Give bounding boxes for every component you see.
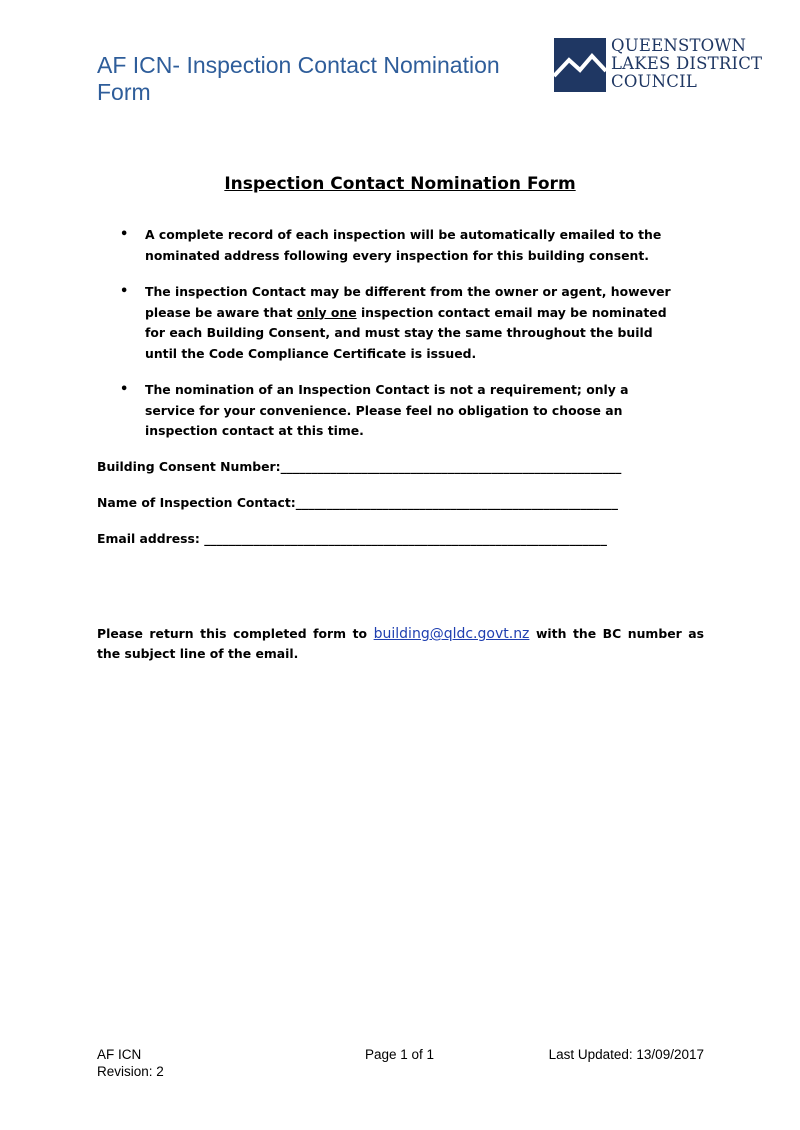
bullet-text: The nomination of an Inspection Contact is not a requirement; only a service for your convenience. Please feel no obligation to choose an inspection contact at this time. xyxy=(145,382,629,438)
return-text-after: with the BC number as the subject line of the email. xyxy=(97,626,705,661)
footer-left xyxy=(97,1046,164,1080)
email-link[interactable]: building@qldc.govt.nz xyxy=(373,626,530,642)
field-blank-line[interactable]: _________________________________________________________________ xyxy=(204,531,607,546)
bullet-item xyxy=(120,225,680,266)
bullet-text-underlined: only one xyxy=(296,304,357,320)
email-address-field[interactable] xyxy=(97,531,657,567)
field-blank-line[interactable]: _______________________________________________________ xyxy=(280,459,622,474)
bullet-item xyxy=(120,282,680,364)
form-header-title: AF ICN- Inspection Contact Nomination Form xyxy=(97,52,500,105)
bullet-text-before: The inspection Contact may be different from the owner or agent, however please be aware that xyxy=(145,284,671,320)
document-title: Inspection Contact Nomination Form xyxy=(224,174,576,194)
inspection-contact-name-field[interactable] xyxy=(97,495,657,531)
logo-line-1: QUEENSTOWN xyxy=(611,36,747,55)
field-label: Email address: xyxy=(97,531,205,546)
page-footer xyxy=(97,1046,704,1086)
bullet-text-after: inspection contact email may be nominated for each Building Consent, and must stay the same throughout the build until the Code Compliance Certificate is issued. xyxy=(145,304,667,361)
field-label: Name of Inspection Contact: xyxy=(97,495,296,510)
form-fields xyxy=(97,459,657,567)
footer-last-updated: Last Updated: 13/09/2017 xyxy=(548,1047,704,1062)
footer-form-code: AF ICN xyxy=(97,1047,142,1062)
mountain-logo-icon xyxy=(554,38,606,92)
logo-line-2: LAKES DISTRICT xyxy=(611,54,763,73)
council-logo-text xyxy=(611,37,762,91)
field-blank-line[interactable]: ____________________________________________________ xyxy=(295,495,618,510)
footer-revision: Revision: 2 xyxy=(97,1064,164,1079)
bullet-item xyxy=(120,380,680,442)
footer-page-number: Page 1 of 1 xyxy=(365,1047,435,1062)
field-label: Building Consent Number: xyxy=(97,459,281,474)
bullet-dot-icon: • xyxy=(120,382,129,397)
return-text-before: Please return this completed form to xyxy=(97,626,374,641)
bullet-text: A complete record of each inspection will be automatically emailed to the nominated address following every inspection for this building consent. xyxy=(145,227,662,263)
building-consent-number-field[interactable] xyxy=(97,459,657,495)
logo-line-3: COUNCIL xyxy=(611,72,697,91)
bullet-dot-icon: • xyxy=(120,284,129,299)
council-logo xyxy=(554,38,774,96)
return-instructions xyxy=(97,624,704,664)
bullet-dot-icon: • xyxy=(120,227,129,242)
info-bullet-list xyxy=(120,225,680,458)
